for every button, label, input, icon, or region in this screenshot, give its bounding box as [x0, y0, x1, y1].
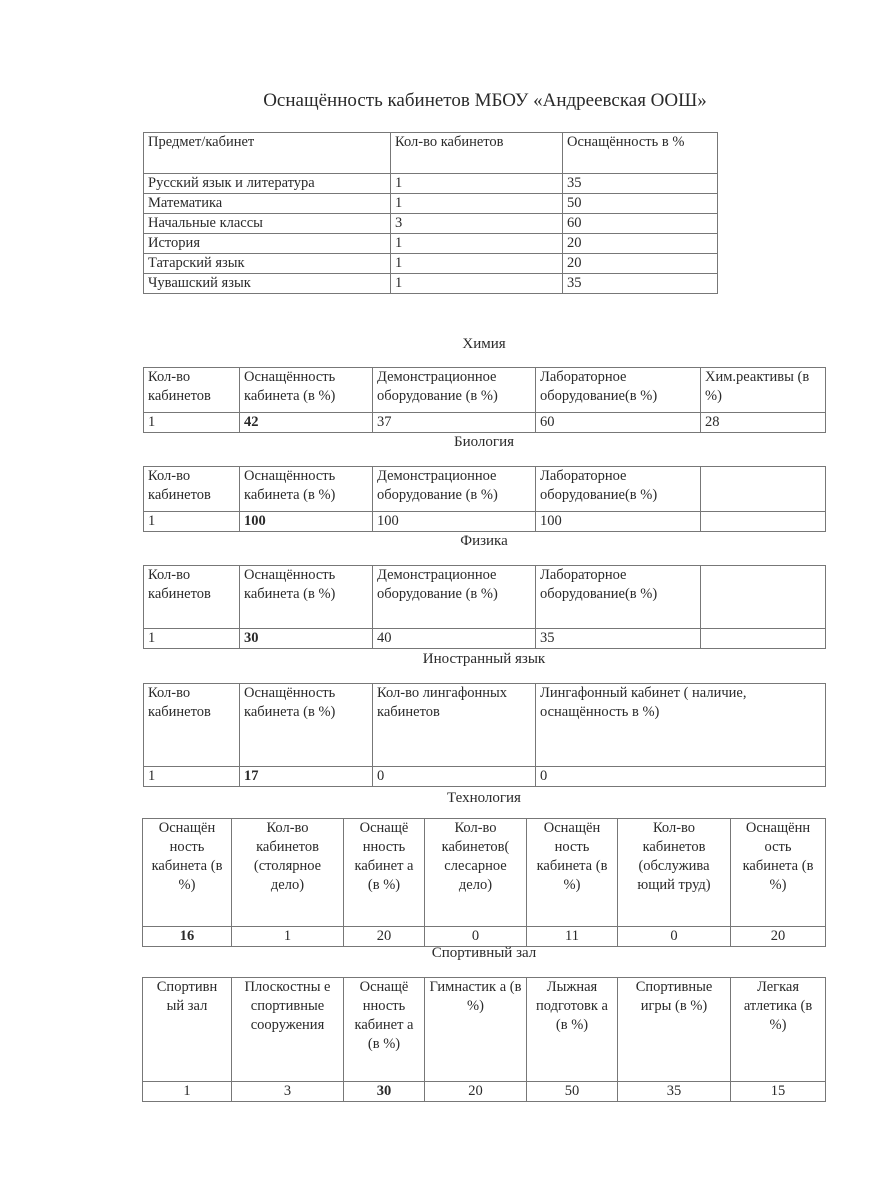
table-row	[144, 174, 718, 194]
table-row	[144, 413, 826, 433]
table-cell: 35	[563, 174, 718, 194]
table-cell: 11	[527, 927, 618, 947]
table-cell: 35	[563, 274, 718, 294]
table-biology	[143, 466, 826, 532]
column-header: Демонстрационное оборудование (в %)	[373, 566, 536, 629]
table-gym	[142, 977, 826, 1102]
table-technology	[142, 818, 826, 947]
table-cell: 0	[373, 767, 536, 787]
table-header-row	[144, 566, 826, 629]
column-header: Легкая атлетика (в %)	[731, 978, 826, 1082]
table-header-row	[144, 467, 826, 512]
table-cell: 1	[232, 927, 344, 947]
column-header: Хим.реактивы (в %)	[701, 368, 826, 413]
table-header-row	[144, 684, 826, 767]
table-row	[144, 194, 718, 214]
table-cell: 3	[232, 1082, 344, 1102]
table-cell: 20	[563, 254, 718, 274]
table-row	[143, 1082, 826, 1102]
column-header: Оснащённость в %	[563, 133, 718, 174]
column-header: Демонстрационное оборудование (в %)	[373, 368, 536, 413]
column-header: Кол-во кабинетов	[144, 467, 240, 512]
section-caption-foreign-language: Иностранный язык	[422, 651, 546, 667]
table-cell: Татарский язык	[144, 254, 391, 274]
column-header: Оснащённость кабинета (в %)	[240, 566, 373, 629]
table-row	[144, 629, 826, 649]
table-cell: 0	[618, 927, 731, 947]
table-cell: 20	[344, 927, 425, 947]
table-cell: Начальные классы	[144, 214, 391, 234]
table-cell: 1	[144, 512, 240, 532]
table-cell: 30	[240, 629, 373, 649]
table-cell: Математика	[144, 194, 391, 214]
table-cell: 100	[240, 512, 373, 532]
table-cell: 1	[391, 274, 563, 294]
column-header: Лабораторное оборудование(в %)	[536, 566, 701, 629]
column-header: Оснащён ность кабинета (в %)	[527, 819, 618, 927]
column-header: Оснащённость кабинета (в %)	[240, 684, 373, 767]
table-row	[144, 254, 718, 274]
column-header	[701, 467, 826, 512]
table-foreign-language	[143, 683, 826, 787]
table-cell: 20	[425, 1082, 527, 1102]
table-cell: 100	[373, 512, 536, 532]
column-header: Оснащённ ость кабинета (в %)	[731, 819, 826, 927]
column-header: Кол-во кабинетов	[144, 368, 240, 413]
column-header: Лингафонный кабинет ( наличие, оснащённость в %)	[536, 684, 826, 767]
column-header: Кол-во кабинетов	[391, 133, 563, 174]
table-row	[143, 927, 826, 947]
table-cell: 1	[391, 174, 563, 194]
table-cell: 37	[373, 413, 536, 433]
table-cell: 1	[144, 629, 240, 649]
column-header: Кол-во кабинетов	[144, 566, 240, 629]
table-row	[144, 767, 826, 787]
table-cell: 1	[143, 1082, 232, 1102]
column-header: Гимнастик а (в %)	[425, 978, 527, 1082]
table-header-row	[144, 368, 826, 413]
column-header: Демонстрационное оборудование (в %)	[373, 467, 536, 512]
column-header: Оснащё нность кабинет а (в %)	[344, 819, 425, 927]
column-header: Кол-во лингафонных кабинетов	[373, 684, 536, 767]
column-header: Кол-во кабинетов( слесарное дело)	[425, 819, 527, 927]
table-row	[144, 512, 826, 532]
table-cell: 1	[391, 254, 563, 274]
table-cell: 35	[618, 1082, 731, 1102]
table-row	[144, 214, 718, 234]
table-cell: 17	[240, 767, 373, 787]
table-cell: 3	[391, 214, 563, 234]
section-caption-biology: Биология	[453, 434, 514, 450]
table-chemistry	[143, 367, 826, 433]
table-cell	[701, 629, 826, 649]
table-cell: 1	[391, 234, 563, 254]
column-header: Лабораторное оборудование(в %)	[536, 467, 701, 512]
column-header: Спортивные игры (в %)	[618, 978, 731, 1082]
column-header: Кол-во кабинетов (столярное дело)	[232, 819, 344, 927]
column-header: Кол-во кабинетов (обслужива ющий труд)	[618, 819, 731, 927]
table-cell: 16	[143, 927, 232, 947]
table-cell: 60	[563, 214, 718, 234]
table-row	[144, 274, 718, 294]
column-header: Спортивн ый зал	[143, 978, 232, 1082]
column-header	[701, 566, 826, 629]
table-header-row	[144, 133, 718, 174]
table-cell: Чувашский язык	[144, 274, 391, 294]
table-cell: 1	[391, 194, 563, 214]
table-cell: 0	[425, 927, 527, 947]
table-cell: 50	[527, 1082, 618, 1102]
column-header: Лабораторное оборудование(в %)	[536, 368, 701, 413]
column-header: Оснащённость кабинета (в %)	[240, 467, 373, 512]
table-cell	[701, 512, 826, 532]
section-caption-gym: Спортивный зал	[431, 945, 537, 961]
table-cell: 15	[731, 1082, 826, 1102]
table-cell: 42	[240, 413, 373, 433]
table-cell: 50	[563, 194, 718, 214]
table-summary	[143, 132, 718, 294]
table-header-row	[143, 819, 826, 927]
section-caption-technology: Технология	[447, 790, 521, 806]
table-cell: 60	[536, 413, 701, 433]
column-header: Кол-во кабинетов	[144, 684, 240, 767]
table-cell: 1	[144, 413, 240, 433]
column-header: Оснащённость кабинета (в %)	[240, 368, 373, 413]
section-caption-chemistry: Химия	[462, 336, 506, 352]
table-cell: 1	[144, 767, 240, 787]
table-row	[144, 234, 718, 254]
section-caption-physics: Физика	[460, 533, 508, 549]
table-header-row	[143, 978, 826, 1082]
column-header: Лыжная подготовк а (в %)	[527, 978, 618, 1082]
table-cell: Русский язык и литература	[144, 174, 391, 194]
column-header: Предмет/кабинет	[144, 133, 391, 174]
column-header: Оснащё нность кабинет а (в %)	[344, 978, 425, 1082]
page-title: Оснащённость кабинетов МБОУ «Андреевская ООШ»	[263, 90, 707, 111]
table-cell: 35	[536, 629, 701, 649]
table-physics	[143, 565, 826, 649]
table-cell: 28	[701, 413, 826, 433]
table-cell: 30	[344, 1082, 425, 1102]
table-cell: 20	[731, 927, 826, 947]
column-header: Плоскостны е спортивные сооружения	[232, 978, 344, 1082]
table-cell: 0	[536, 767, 826, 787]
table-cell: История	[144, 234, 391, 254]
column-header: Оснащён ность кабинета (в %)	[143, 819, 232, 927]
table-cell: 40	[373, 629, 536, 649]
table-cell: 20	[563, 234, 718, 254]
table-cell: 100	[536, 512, 701, 532]
